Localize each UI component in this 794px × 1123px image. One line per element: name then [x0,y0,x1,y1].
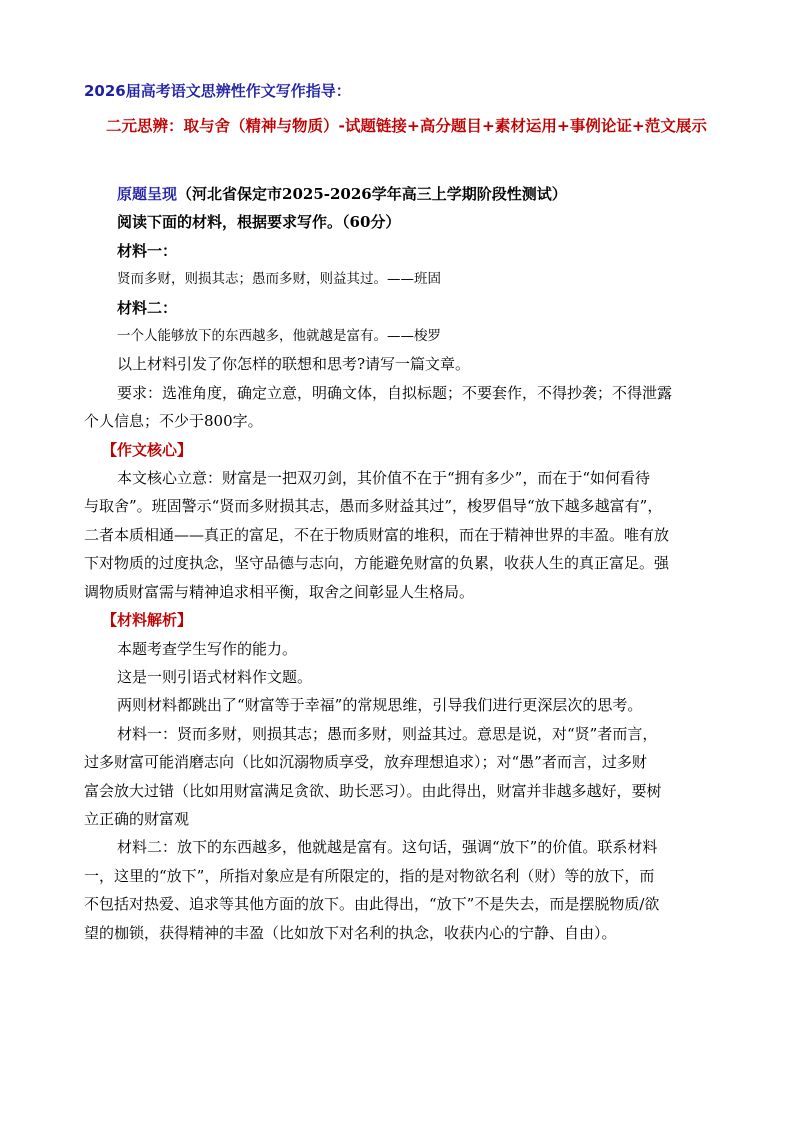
material2-text: 一个人能够放下的东西越多，他就越是富有。——梭罗 [117,328,441,345]
document-subtitle: 二元思辨：取与舍（精神与物质）-试题链接+高分题目+素材运用+事例论证+范文展示 [106,117,707,135]
prompt-instruction: 阅读下面的材料，根据要求写作。（60分） [117,213,401,232]
analysis-line: 两则材料都跳出了“财富等于幸福”的常规思维，引导我们进行更深层次的思考。 [117,696,643,715]
analysis-material1-line: 过多财富可能消磨志向（比如沉溺物质享受，放弃理想追求）；对“愚”者而言，过多财 [84,753,647,772]
core-line: 调物质财富需与精神追求相平衡，取舍之间彰显人生格局。 [84,582,475,601]
analysis-material1-line: 立正确的财富观 [84,809,190,828]
prompt-source [84,180,714,208]
material1-label: 材料一： [117,241,178,260]
analysis-heading: 【材料解析】 [102,611,193,630]
core-line: 本文核心立意：财富是一把双刃剑，其价值不在于“拥有多少”，而在于“如何看待 [117,469,651,488]
prompt-requirement-line-2: 个人信息；不少于800字。 [84,412,263,431]
material1-text: 贤而多财，则损其志；愚而多财，则益其过。——班固 [117,271,441,288]
analysis-material2-line: 材料二：放下的东西越多，他就越是富有。这句话，强调“放下”的价值。联系材料 [117,838,658,857]
analysis-material1-line: 材料一：贤而多财，则损其志；愚而多财，则益其过。意思是说，对“贤”者而言， [117,724,658,743]
document-title: 2026届高考语文思辨性作文写作指导： [84,82,351,100]
prompt-question: 以上材料引发了你怎样的联想和思考?请写一篇文章。 [117,355,471,374]
prompt-source-detail: （河北省保定市2025-2026学年高三上学期阶段性测试） [177,185,567,203]
analysis-line: 这是一则引语式材料作文题。 [117,667,313,686]
prompt-requirement-line-1: 要求：选准角度，确定立意，明确文体，自拟标题；不要套作，不得抄袭；不得泄露 [117,383,673,402]
core-line: 与取舍”。班固警示“贤而多财损其志，愚而多财益其过”，梭罗倡导“放下越多越富有”， [84,497,663,516]
analysis-material1-line: 富会放大过错（比如用财富满足贪欲、助长恶习）。由此得出，财富并非越多越好，要树 [84,781,662,800]
analysis-material2-line: 不包括对热爱、追求等其他方面的放下。由此得出，“放下”不是失去，而是摆脱物质/欲 [84,895,660,914]
prompt-source-label: 原题呈现 [117,185,178,203]
analysis-material2-line: 一，这里的“放下”，所指对象应是有所限定的，指的是对物欲名利（财）等的放下，而 [84,866,655,885]
document-body [84,180,714,947]
analysis-material2-line: 望的枷锁，获得精神的丰盈（比如放下对名利的执念，收获内心的宁静、自由）。 [84,923,617,942]
core-line: 二者本质相通——真正的富足，不在于物质财富的堆积，而在于精神世界的丰盈。唯有放 [84,525,670,544]
material2-label: 材料二： [117,298,178,317]
core-line: 下对物质的过度执念，坚守品德与志向，方能避免财富的负累，收获人生的真正富足。强 [84,554,670,573]
core-heading: 【作文核心】 [102,440,193,459]
analysis-line: 本题考查学生写作的能力。 [117,639,298,658]
